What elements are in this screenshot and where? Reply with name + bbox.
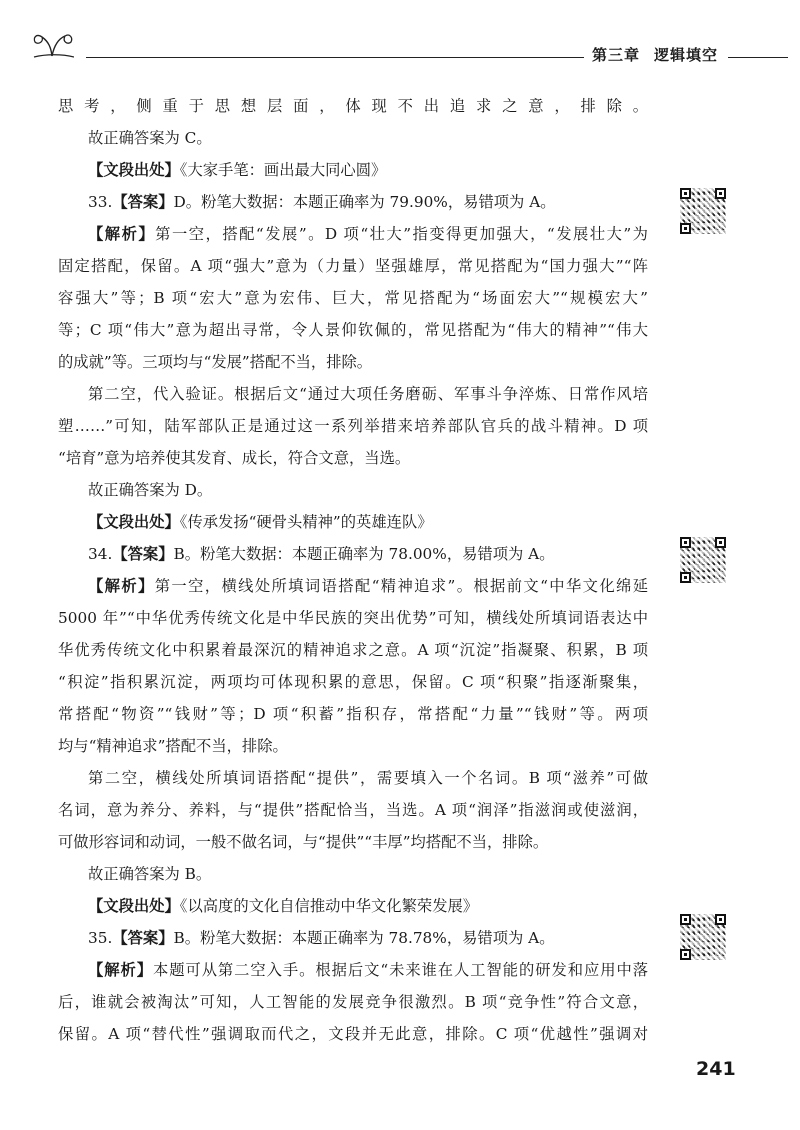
text-line (58, 922, 648, 954)
text-line (58, 218, 648, 250)
text-line (58, 602, 648, 634)
text-run: 保留。A 项“替代性”强调取而代之，文段并无此意，排除。C 项“优越性”强调对 (58, 1025, 648, 1043)
text-run: 可做形容词和动词，一般不做名词，与“提供”“丰厚”均搭配不当，排除。 (58, 833, 549, 851)
text-run: “培育”意为培养使其发育、成长，符合文意，当选。 (58, 449, 411, 467)
qr-code-icon (680, 188, 726, 234)
text-line (58, 282, 648, 314)
text-line (58, 794, 648, 826)
chapter-heading (592, 44, 718, 65)
text-run: 容强大”等；B 项“宏大”意为宏伟、巨大，常见搭配为“场面宏大”“规模宏大” (58, 289, 648, 307)
bold-label: 【解析】 (88, 577, 155, 595)
text-line (58, 538, 648, 570)
text-run: 第一空，横线处所填词语搭配“精神追求”。根据前文“中华文化绵延 (154, 577, 648, 595)
text-run: 均与“精神追求”搭配不当，排除。 (58, 737, 288, 755)
text-run: 第二空，横线处所填词语搭配“提供”，需要填入一个名词。B 项“滋养”可做 (88, 769, 648, 787)
text-line (58, 826, 648, 858)
page-number: 241 (696, 1058, 736, 1080)
text-run: 名词，意为养分、养料，与“提供”搭配恰当，当选。A 项“润泽”指滋润或使滋润， (58, 801, 648, 819)
bold-label: 【解析】 (88, 225, 156, 243)
text-line (58, 410, 648, 442)
text-line (58, 250, 648, 282)
header-rule-right (728, 57, 788, 58)
text-line (58, 986, 648, 1018)
text-run: 34. (88, 545, 113, 563)
text-line (58, 666, 648, 698)
leaf-sprout-icon (32, 30, 74, 58)
bold-label: 【文段出处】 (88, 161, 180, 179)
body-text (58, 90, 648, 1050)
text-line (58, 762, 648, 794)
text-line (58, 186, 648, 218)
text-run: 故正确答案为 C。 (88, 129, 212, 147)
text-line (58, 890, 648, 922)
bold-label: 【答案】 (112, 545, 174, 563)
header-rule (86, 57, 584, 58)
bold-label: 【答案】 (112, 193, 174, 211)
text-run: 《传承发扬“硬骨头精神”的英雄连队》 (179, 513, 433, 531)
text-run: D。粉笔大数据：本题正确率为 79.90%，易错项为 A。 (173, 193, 556, 211)
chapter-number: 第三章 (592, 46, 641, 64)
text-run: 的成就”等。三项均与“发展”搭配不当，排除。 (58, 353, 373, 371)
text-line (58, 570, 648, 602)
text-line (58, 858, 648, 890)
text-line (58, 474, 648, 506)
text-line (58, 314, 648, 346)
text-run: 35. (88, 929, 113, 947)
bold-label: 【文段出处】 (88, 897, 180, 915)
text-line (58, 378, 648, 410)
text-run: 故正确答案为 B。 (88, 865, 212, 883)
text-run: 故正确答案为 D。 (88, 481, 213, 499)
text-run: 后，谁就会被淘汰”可知，人工智能的发展竞争很激烈。B 项“竞争性”符合文意， (58, 993, 648, 1011)
text-run: 塑……”可知，陆军部队正是通过这一系列举措来培养部队官兵的战斗精神。D 项 (58, 417, 648, 435)
text-run: 华优秀传统文化中积累着最深沉的精神追求之意。A 项“沉淀”指凝聚、积累，B 项 (58, 641, 648, 659)
text-run: B。粉笔大数据：本题正确率为 78.00%，易错项为 A。 (173, 545, 555, 563)
text-run: 常搭配“物资”“钱财”等；D 项“积蓄”指积存，常搭配“力量”“钱财”等。两项 (58, 705, 648, 723)
text-run: “积淀”指积累沉淀，两项均可体现积累的意思，保留。C 项“积聚”指逐渐聚集， (58, 673, 648, 691)
text-line (58, 506, 648, 538)
text-run: B。粉笔大数据：本题正确率为 78.78%，易错项为 A。 (173, 929, 555, 947)
text-run: 33. (88, 193, 113, 211)
bold-label: 【解析】 (88, 961, 153, 979)
text-line (58, 122, 648, 154)
text-run: 固定搭配，保留。A 项“强大”意为（力量）坚强雄厚，常见搭配为“国力强大”“阵 (58, 257, 648, 275)
text-run: 第二空，代入验证。根据后文“通过大项任务磨砺、军事斗争淬炼、日常作风培 (88, 385, 648, 403)
text-line (58, 1018, 648, 1050)
text-line (58, 634, 648, 666)
qr-code-icon (680, 537, 726, 583)
chapter-title: 逻辑填空 (654, 46, 719, 64)
bold-label: 【文段出处】 (88, 513, 180, 531)
page-header (0, 0, 800, 80)
text-run: 《大家手笔：画出最大同心圆》 (179, 161, 387, 179)
qr-code-icon (680, 914, 726, 960)
text-run: 5000 年”“中华优秀传统文化是中华民族的突出优势”可知，横线处所填词语表达中 (58, 609, 648, 627)
text-line (58, 954, 648, 986)
text-run: 《以高度的文化自信推动中华文化繁荣发展》 (179, 897, 479, 915)
text-run: 思考，侧重于思想层面，体现不出追求之意，排除。 (58, 97, 648, 115)
text-line (58, 730, 648, 762)
text-line (58, 346, 648, 378)
bold-label: 【答案】 (112, 929, 174, 947)
text-line (58, 90, 648, 122)
text-run: 等；C 项“伟大”意为超出寻常，令人景仰钦佩的，常见搭配为“伟大的精神”“伟大 (58, 321, 648, 339)
text-line (58, 698, 648, 730)
text-run: 本题可从第二空入手。根据后文“未来谁在人工智能的研发和应用中落 (152, 961, 648, 979)
text-run: 第一空，搭配“发展”。D 项“壮大”指变得更加强大，“发展壮大”为 (155, 225, 648, 243)
text-line (58, 154, 648, 186)
text-line (58, 442, 648, 474)
